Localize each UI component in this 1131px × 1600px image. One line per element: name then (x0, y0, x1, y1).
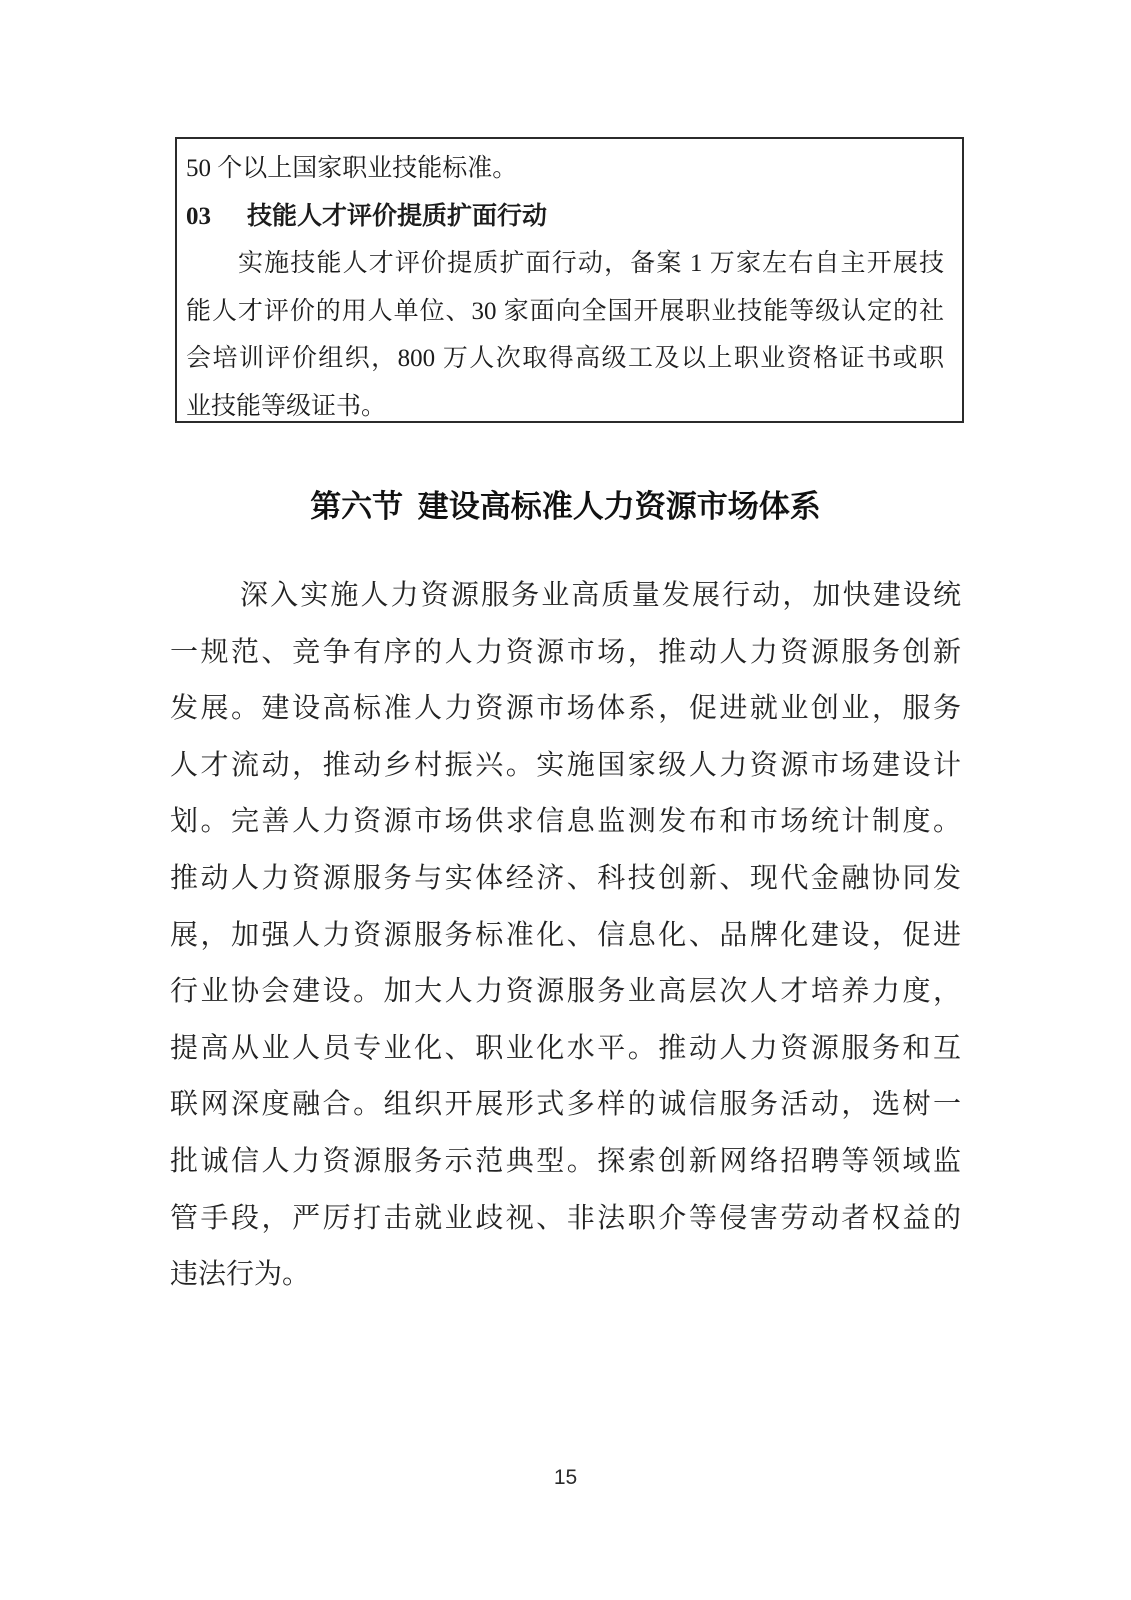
callout-carryover-line: 50 个以上国家职业技能标准。 (186, 155, 518, 182)
paragraph-line: 发展。建设高标准人力资源市场体系，促进就业创业，服务 (170, 693, 961, 725)
callout-item-heading (186, 193, 944, 241)
callout-box (175, 137, 964, 423)
callout-paragraph-line: 会培训评价组织，800 万人次取得高级工及以上职业资格证书或职 (186, 345, 944, 372)
paragraph-line: 人才流动，推动乡村振兴。实施国家级人力资源市场建设计 (170, 749, 961, 781)
callout-item-title: 技能人才评价提质扩面行动 (247, 202, 548, 230)
paragraph-line: 违法行为。 (170, 1259, 311, 1291)
paragraph-line: 管手段，严厉打击就业歧视、非法职介等侵害劳动者权益的 (170, 1202, 961, 1234)
callout-item-number: 03 (186, 202, 211, 230)
callout-paragraph-line: 实施技能人才评价提质扩面行动，备案 1 万家左右自主开展技 (238, 250, 944, 277)
paragraph-line: 联网深度融合。组织开展形式多样的诚信服务活动，选树一 (170, 1089, 961, 1121)
callout-paragraph-line: 能人才评价的用人单位、30 家面向全国开展职业技能等级认定的社 (186, 297, 944, 325)
paragraph-line: 推动人力资源服务与实体经济、科技创新、现代金融协同发 (170, 862, 961, 894)
paragraph-line: 一规范、竞争有序的人力资源市场，推动人力资源服务创新 (170, 636, 961, 668)
paragraph-line: 提高从业人员专业化、职业化水平。推动人力资源服务和互 (170, 1032, 961, 1064)
section-paragraph (170, 568, 961, 1304)
paragraph-line: 深入实施人力资源服务业高质量发展行动，加快建设统 (240, 580, 961, 611)
paragraph-line: 划。完善人力资源市场供求信息监测发布和市场统计制度。 (170, 806, 961, 838)
paragraph-line: 展，加强人力资源服务标准化、信息化、品牌化建设，促进 (170, 919, 961, 951)
callout-paragraph-line: 业技能等级证书。 (186, 392, 387, 420)
paragraph-line: 批诚信人力资源服务示范典型。探索创新网络招聘等领域监 (170, 1145, 961, 1177)
paragraph-line: 行业协会建设。加大人力资源服务业高层次人才培养力度， (170, 976, 961, 1008)
section-heading: 第六节 建设高标准人力资源市场体系 (310, 489, 821, 524)
page-number: 15 (553, 1466, 578, 1489)
